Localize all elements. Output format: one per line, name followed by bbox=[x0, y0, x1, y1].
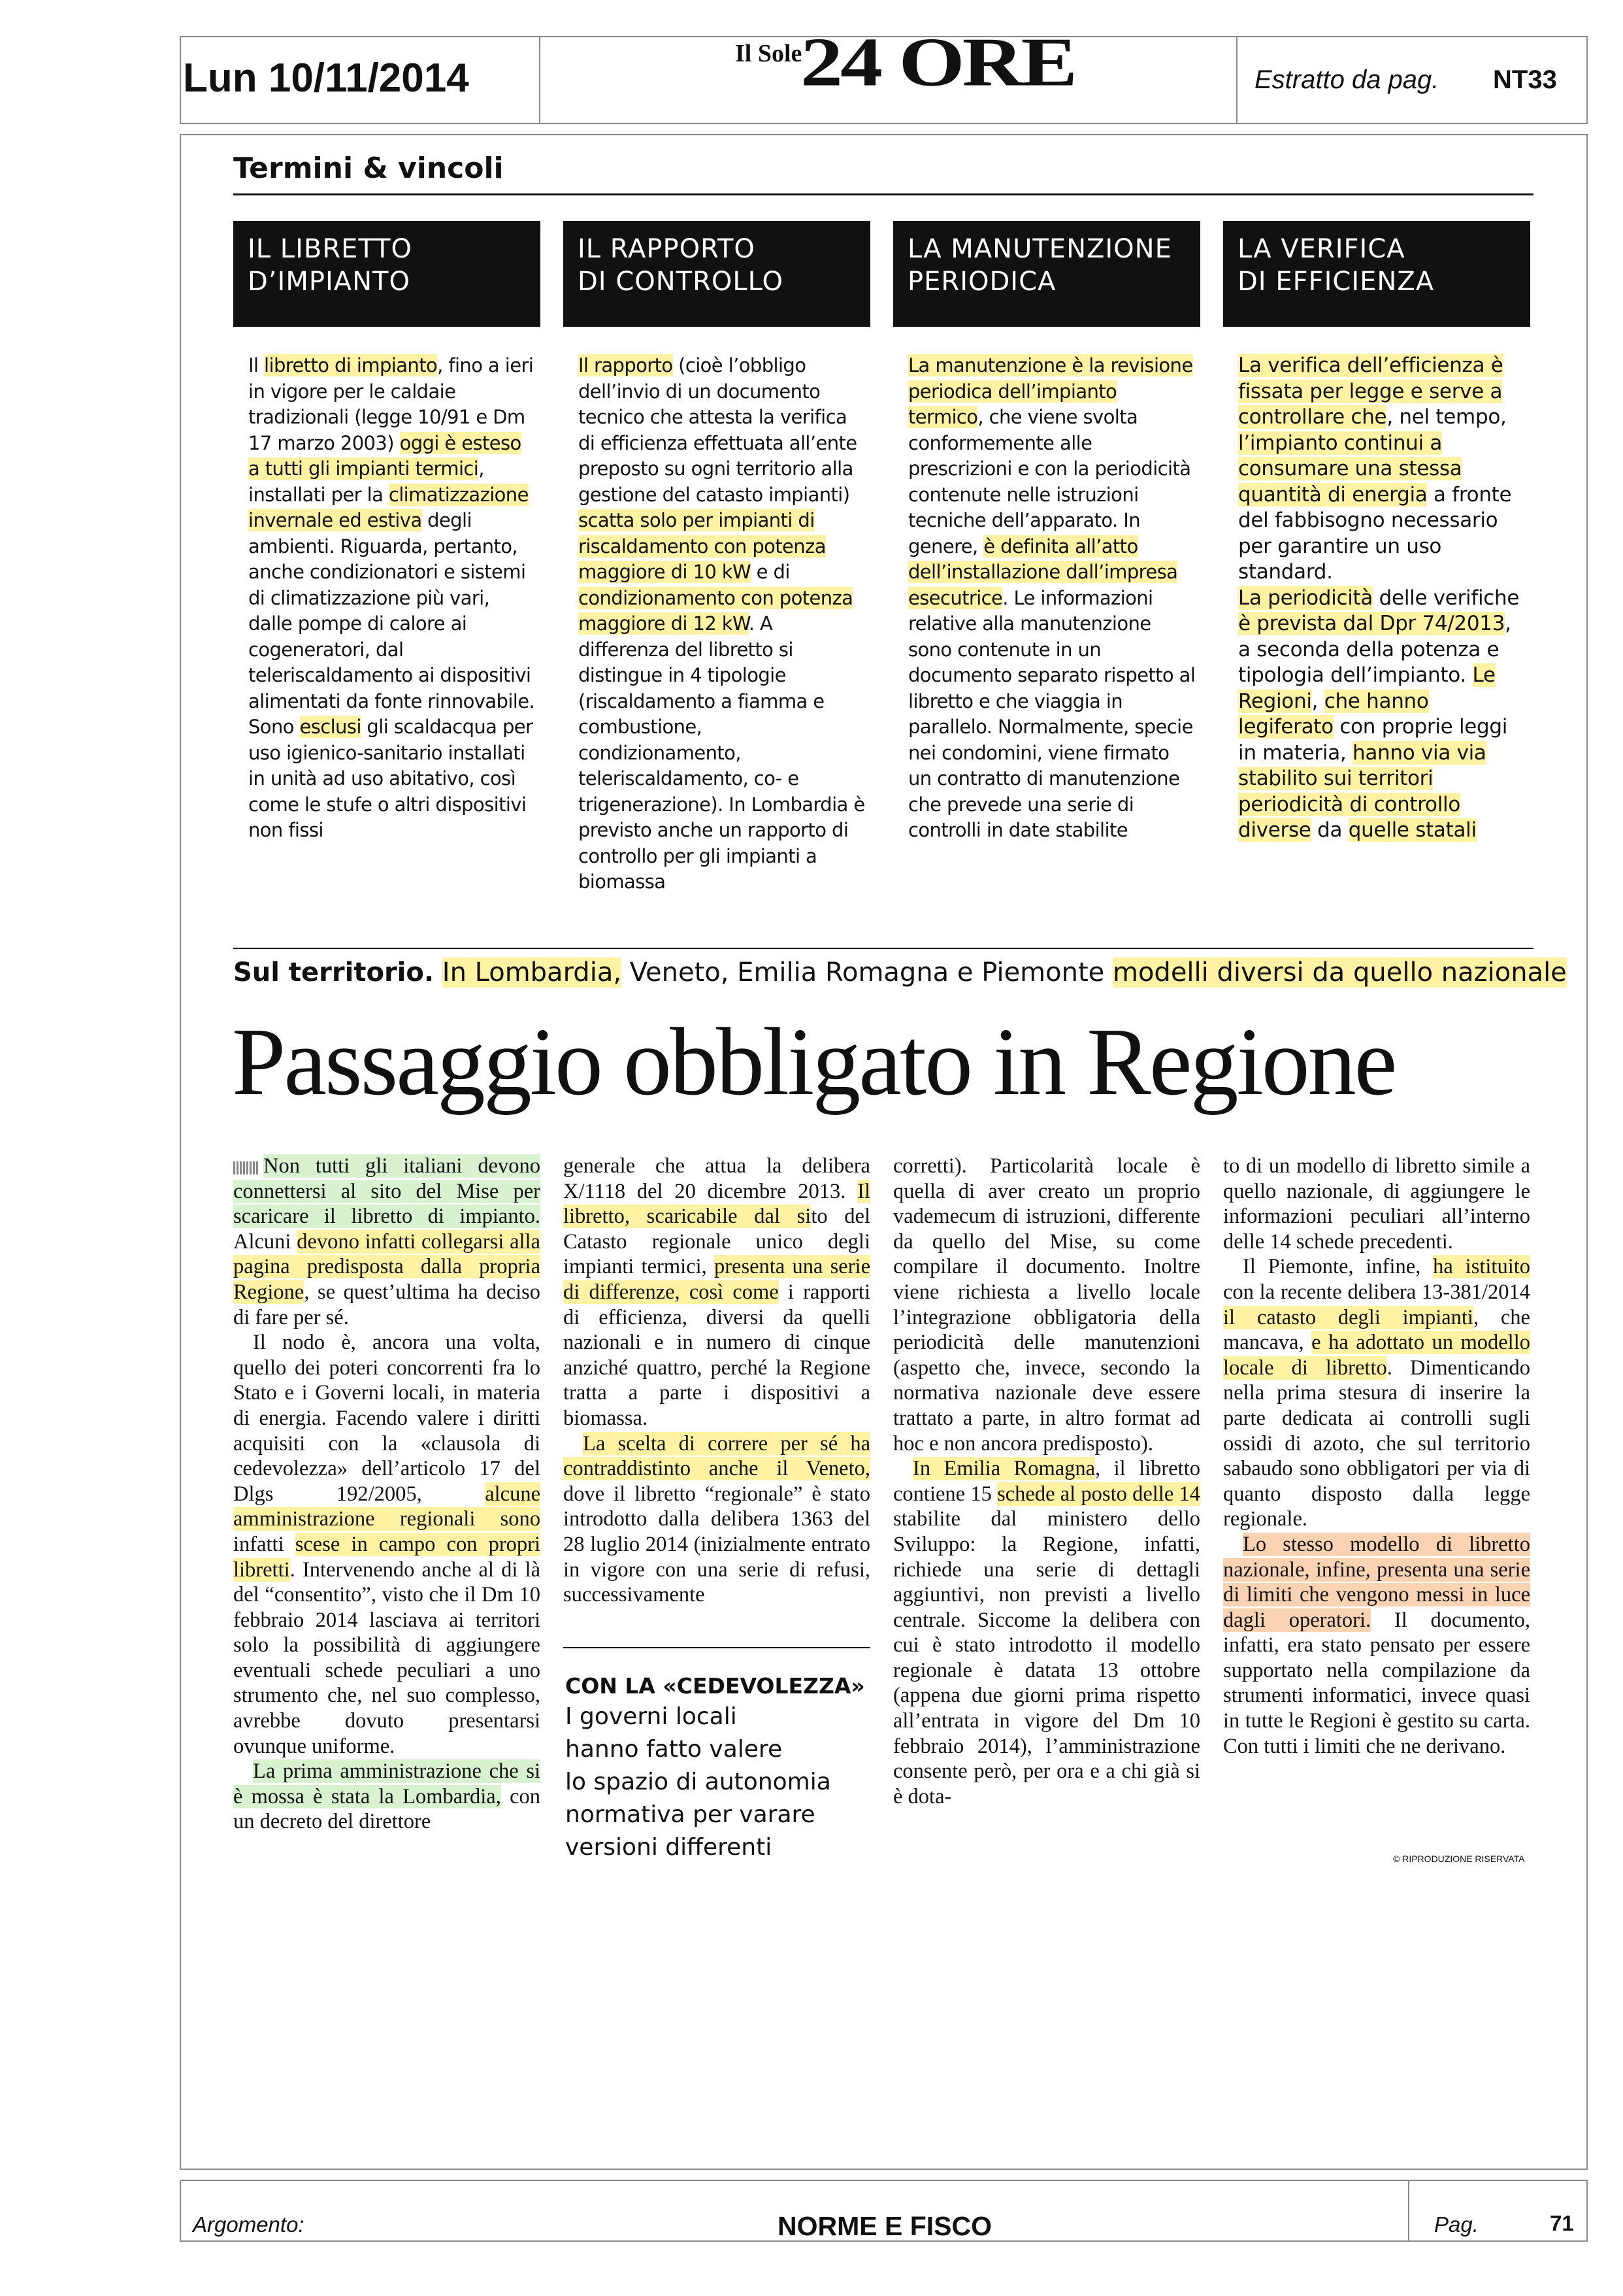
header-divider-right bbox=[1236, 36, 1238, 124]
highlight: Il rapporto bbox=[578, 354, 673, 376]
article-column-4 bbox=[1223, 1154, 1530, 1759]
copyright: © RIPRODUZIONE RISERVATA bbox=[1393, 1854, 1525, 1864]
text-run: Alcuni bbox=[233, 1229, 297, 1254]
footer-argomento-label: Argomento: bbox=[193, 2212, 304, 2237]
box-line: D’IMPIANTO bbox=[248, 267, 410, 297]
box-line: LA MANUTENZIONE bbox=[908, 234, 1172, 264]
highlight: hanno via via stabilito sui territori periodicità di controllo diverse bbox=[1238, 740, 1486, 842]
footer-page-number: 71 bbox=[1550, 2211, 1574, 2235]
paragraph bbox=[563, 1431, 870, 1608]
highlight: ha istituito bbox=[1433, 1255, 1530, 1279]
text-run: i rapporti di efficienza, diversi da quelli nazionali e in numero di cinque anziché quattro, perché la Regione tratta a parte i dispositivi a biomassa. bbox=[563, 1280, 870, 1430]
text-run: con un decreto del direttore bbox=[233, 1784, 540, 1834]
text-run: , a seconda della potenza e tipologia dell’impianto. bbox=[1238, 612, 1511, 687]
text-run: da bbox=[1311, 818, 1349, 842]
paragraph bbox=[1238, 353, 1526, 586]
text-run: generale che attua la delibera X/1118 del 20 dicembre 2013. bbox=[563, 1154, 870, 1203]
text-run: , installati per la bbox=[248, 458, 484, 506]
box-line: DI CONTROLLO bbox=[578, 267, 783, 297]
text-run: delle verifiche bbox=[1373, 586, 1520, 610]
publication-date: Lun 10/11/2014 bbox=[183, 56, 469, 101]
highlight: presenta una serie di differenze, così come bbox=[563, 1255, 870, 1304]
kicker bbox=[233, 957, 1567, 988]
masthead-logo: 24 ORE bbox=[800, 24, 1075, 101]
paragraph bbox=[1223, 1254, 1530, 1532]
highlight: schede al posto delle 14 bbox=[997, 1482, 1201, 1506]
paragraph bbox=[248, 353, 536, 844]
highlight: modelli diversi da quello nazionale bbox=[1112, 957, 1567, 988]
footer-page-label: Pag. bbox=[1434, 2212, 1479, 2237]
text-run: infatti bbox=[233, 1532, 295, 1556]
text-run: Il documento, infatti, era stato pensato per essere supportato nella compilazione da strumenti informatici, invece quasi in tutte le Regioni è gestito su carta. Con tutti i limiti che ne derivano. bbox=[1223, 1608, 1531, 1758]
footer-divider bbox=[1408, 2180, 1409, 2242]
extract-page: NT33 bbox=[1493, 65, 1557, 94]
paragraph bbox=[1238, 586, 1526, 844]
lead-square-icon bbox=[233, 1161, 259, 1174]
box-line: IL LIBRETTO bbox=[248, 234, 413, 264]
text-run: , se quest’ultima ha deciso di fare per sé. bbox=[233, 1280, 540, 1329]
highlight: oggi è esteso a tutti gli impianti termici bbox=[248, 431, 521, 480]
highlight: scese in campo con propri libretti bbox=[233, 1532, 540, 1582]
text-run: , che viene svolta conformemente alle prescrizioni e con la periodicità contenute nelle istruzioni tecniche dell’apparato. In genere, bbox=[908, 406, 1191, 557]
paragraph bbox=[893, 1456, 1200, 1809]
highlight: In Lombardia, bbox=[442, 957, 622, 988]
box-manutenzione bbox=[893, 221, 1200, 327]
paragraph: corretti). Particolarità locale è quella di aver creato un proprio vademecum di istruzioni, differente da quello del Mise, su come compilare il documento. Inoltre viene richiesta a livello locale l’integrazione obbligatoria della periodicità delle manutenzioni (aspetto che, invece, secondo la normativa nazionale deve essere trattato a parte, in altro format ad hoc e non ancora predisposto). bbox=[893, 1154, 1200, 1456]
kicker-rule bbox=[233, 948, 1533, 949]
paragraph bbox=[908, 353, 1196, 844]
highlight: quelle statali bbox=[1348, 818, 1477, 842]
text-run: . Intervenendo anche al di là del “consentito”, visto che il Dm 10 febbraio 2014 lasciava ai territori solo la possibilità di aggiungere eventuali schede peculiari a uno strumento che, nel suo complesso, avrebbe dovuto presentarsi ovunque uniforme. bbox=[233, 1557, 540, 1758]
highlight: alcune amministrazione regionali sono bbox=[233, 1482, 540, 1531]
text-run: to del Catasto regionale unico degli impianti termici, bbox=[563, 1205, 871, 1279]
text-run: , che mancava, bbox=[1223, 1305, 1530, 1355]
text-verifica bbox=[1238, 353, 1526, 844]
highlight: La verifica dell’efficienza è fissata per legge e serve a controllare che bbox=[1238, 354, 1503, 429]
paragraph: to di un modello di libretto simile a quello nazionale, di aggiungere le informazioni peculiari all’interno delle 14 schede precedenti. bbox=[1223, 1154, 1530, 1254]
pullquote-body: I governi locali hanno fatto valere lo spazio di autonomia normativa per varare versioni differenti bbox=[565, 1703, 831, 1861]
highlight: La prima amministrazione che si è mossa è stata la Lombardia, bbox=[233, 1759, 540, 1808]
text-rapporto bbox=[578, 353, 866, 895]
text-run: . A differenza del libretto si distingue in 4 tipologie (riscaldamento a fiamma e combustione, condizionamento, teleriscaldamento, co- e trigenerazione). In Lombardia è previsto anche un rapporto di controllo per gli impianti a biomassa bbox=[578, 612, 865, 893]
text-run: , bbox=[1311, 689, 1324, 713]
highlight: il catasto degli impianti bbox=[1223, 1305, 1473, 1329]
highlight: climatizzazione invernale ed estiva bbox=[248, 483, 529, 531]
text-run: Il bbox=[248, 354, 265, 376]
box-libretto bbox=[233, 221, 540, 327]
highlight: Il libretto, scaricabile dal si bbox=[563, 1179, 870, 1229]
kicker-label: Sul territorio. bbox=[233, 957, 434, 988]
highlight: libretto di impianto bbox=[264, 354, 438, 376]
box-rapporto bbox=[563, 221, 870, 327]
paragraph bbox=[578, 353, 866, 895]
highlight: condizionamento con potenza maggiore di 12 kW bbox=[578, 586, 853, 635]
text-run: stabilite dal ministero dello Sviluppo: la Regione, infatti, richiede una serie di dettagli aggiuntivi, non previsti a livello centrale. Siccome la delibera con cui è stato introdotto il modello regionale è datata 13 ottobre (appena due giorni prima rispetto all’entrata in vigore del Dm 10 febbraio 2014), l’amministrazione consente però, per ora e a chi già si è dota- bbox=[893, 1507, 1200, 1808]
text-run: (cioè l’obbligo dell’invio di un documento tecnico che attesta la verifica di efficienza effettuata all’ente preposto su ogni territorio alla gestione del catasto impianti) bbox=[578, 354, 857, 506]
highlight: La scelta di correre per sé ha contraddistinto anche il Veneto, bbox=[563, 1431, 870, 1481]
highlight: In Emilia Romagna bbox=[913, 1457, 1096, 1481]
highlight: è definita all’atto dell’installazione dall’impresa esecutrice bbox=[908, 535, 1178, 609]
highlight: La periodicità bbox=[1238, 586, 1373, 610]
text-run: dove il libretto “regionale” è stato introdotto dalla delibera 1363 del 28 luglio 2014 (inizialmente entrato in vigore con una serie di refusi, successivamente bbox=[563, 1482, 870, 1607]
text-run: . Dimenticando nella prima stesura di inserire la parte dedicata ai controlli sugli ossidi di azoto, che sul territorio sabaudo sono obbligatori per via di quanto disposto dalla legge regionale. bbox=[1223, 1356, 1530, 1531]
article-column-1 bbox=[233, 1154, 540, 1835]
headline: Passaggio obbligato in Regione bbox=[232, 1008, 1396, 1116]
box-line: DI EFFICIENZA bbox=[1238, 267, 1435, 297]
box-verifica bbox=[1223, 221, 1530, 327]
highlight: l’impianto continui a consumare una stessa quantità di energia bbox=[1238, 431, 1462, 507]
text-libretto bbox=[248, 353, 536, 844]
text-run: e di bbox=[751, 561, 790, 583]
text-run: Il Piemonte bbox=[1243, 1255, 1349, 1279]
highlight: Non tutti gli italiani devono connettersi al sito del Mise per scaricare il libretto di impianto. bbox=[233, 1154, 540, 1229]
paragraph bbox=[1223, 1532, 1530, 1759]
highlight: e ha adottato un modello locale di libretto bbox=[1223, 1331, 1530, 1380]
text-run: a fronte del fabbisogno necessario per garantire un uso standard. bbox=[1238, 482, 1512, 584]
masthead-small: Il Sole bbox=[735, 40, 802, 67]
text-run: , il libretto contiene 15 bbox=[893, 1457, 1200, 1506]
highlight: Lo stesso modello di libretto nazionale, infine, presenta una serie di limiti che vengono messi in luce dagli operatori. bbox=[1223, 1532, 1530, 1632]
article-column-2 bbox=[563, 1154, 870, 1608]
text-run: gli scaldacqua per uso igienico-sanitario installati in unità ad uso abitativo, così come le stufe o altri dispositivi non fissi bbox=[248, 716, 533, 841]
highlight: è prevista dal Dpr 74/2013 bbox=[1238, 612, 1505, 635]
text-run: , fino a ieri in vigore per le caldaie tradizionali (legge 10/91 e Dm 17 marzo 2003) bbox=[248, 354, 534, 454]
highlight: scatta solo per impianti di riscaldamento con potenza maggiore di 10 kW bbox=[578, 509, 826, 583]
article-column-3 bbox=[893, 1154, 1200, 1809]
text-run: Veneto, Emilia Romagna e Piemonte bbox=[621, 957, 1113, 988]
text-run: , nel tempo, bbox=[1386, 405, 1507, 429]
highlight: Le Regioni bbox=[1238, 663, 1496, 713]
text-run: con proprie leggi in materia, bbox=[1238, 715, 1508, 765]
text-run: degli ambienti. Riguarda, pertanto, anche condizionatori e sistemi di climatizzazione più vari, dalle pompe di calore ai cogeneratori, dal teleriscaldamento ai dispositivi alimentati da fonte rinnovabile. Sono bbox=[248, 509, 535, 738]
pullquote-rule bbox=[563, 1647, 870, 1648]
pullquote-title: CON LA «CEDEVOLEZZA» bbox=[565, 1673, 865, 1699]
box-line: IL RAPPORTO bbox=[578, 234, 755, 264]
pullquote bbox=[565, 1672, 866, 1864]
paragraph bbox=[233, 1759, 540, 1835]
paragraph bbox=[563, 1154, 870, 1431]
highlight: La manutenzione è la revisione periodica dell’impianto termico bbox=[908, 354, 1193, 428]
highlight: che hanno legiferato bbox=[1238, 689, 1429, 739]
box-line: PERIODICA bbox=[908, 267, 1057, 297]
text-run: , infine, bbox=[1348, 1255, 1434, 1279]
text-run: con la recente delibera 13-381/2014 bbox=[1223, 1280, 1530, 1304]
highlight: devono infatti collegarsi alla pagina predisposta dalla propria Regione bbox=[233, 1229, 540, 1304]
footer-topic: NORME E FISCO bbox=[778, 2211, 992, 2241]
highlight: esclusi bbox=[299, 716, 361, 738]
paragraph bbox=[233, 1330, 540, 1759]
section-rule bbox=[233, 193, 1533, 195]
text-run: Il nodo è, ancora una volta, quello dei poteri concorrenti fra lo Stato e i Governi locali, in materia di energia. Facendo valere i diritti acquisiti con la «clausola di cedevolezza» dell’articolo 17 del Dlgs 192/2005, bbox=[233, 1331, 540, 1506]
text-manutenzione bbox=[908, 353, 1196, 844]
extract-label: Estratto da pag. bbox=[1254, 65, 1439, 94]
text-run: . Le informazioni relative alla manutenzione sono contenute in un documento separato rispetto al libretto e che viaggia in parallelo. Normalmente, specie nei condomini, viene firmato un contratto di manutenzione che prevede una serie di controlli in date stabilite bbox=[908, 586, 1196, 841]
paragraph bbox=[233, 1154, 540, 1330]
box-line: LA VERIFICA bbox=[1238, 234, 1405, 264]
section-title: Termini & vincoli bbox=[233, 152, 504, 185]
